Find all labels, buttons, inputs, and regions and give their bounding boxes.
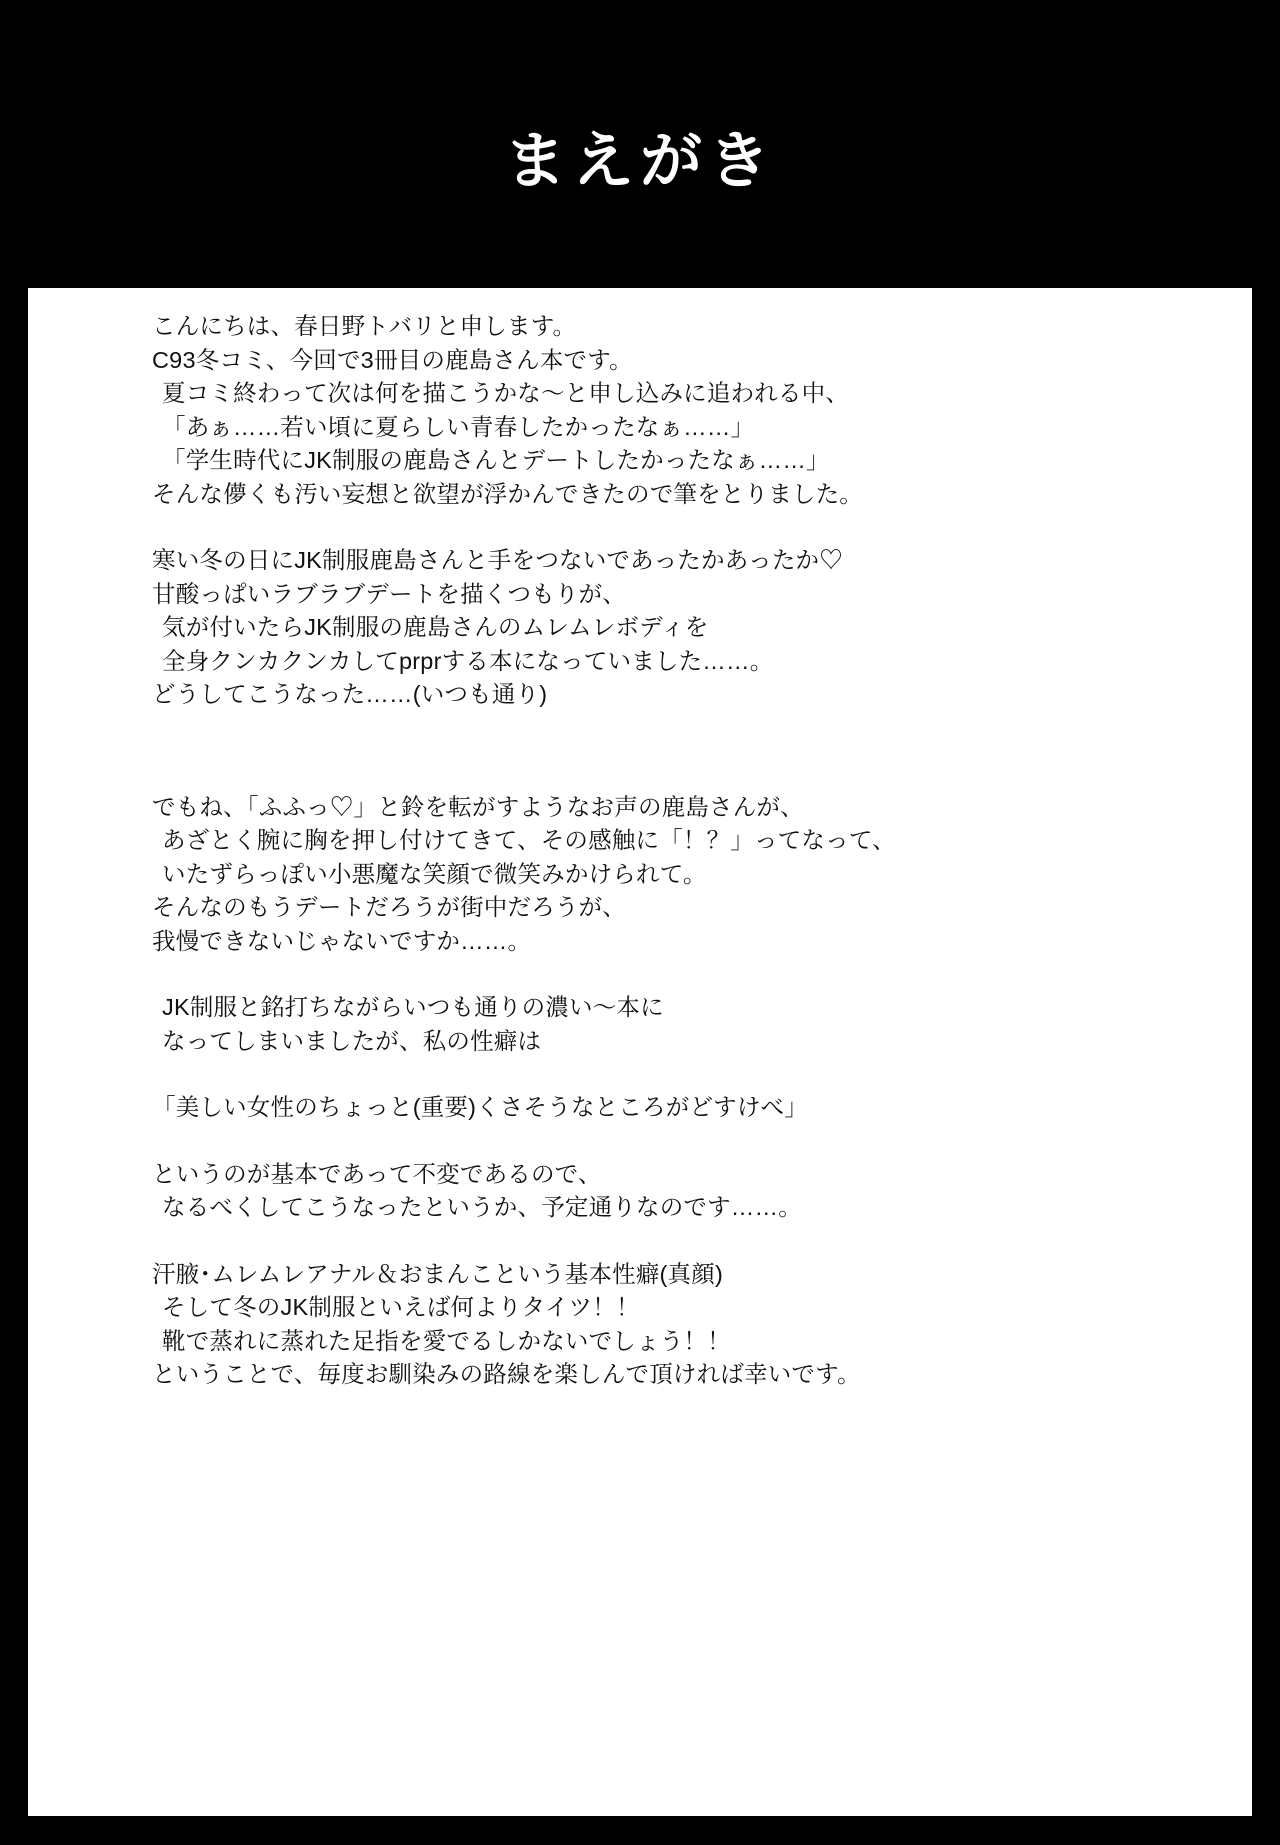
- text-line: 靴で蒸れに蒸れた足指を愛でるしかないでしょう！！: [162, 1327, 731, 1354]
- text-line: 全身クンカクンカしてprprする本になっていました……。: [162, 647, 774, 674]
- paragraph-basic: [152, 1158, 1172, 1225]
- text-line: いたずらっぽい小悪魔な笑顔で微笑みかけられて。: [162, 860, 707, 887]
- paragraph-intro: [152, 310, 1172, 511]
- text-line: なってしまいましたが、私の性癖は: [162, 1027, 542, 1054]
- text-line: 「美しい女性のちょっと(重要)くさそうなところがどすけべ」: [152, 1094, 808, 1120]
- title-band: [0, 0, 1280, 288]
- text-line: そんなのもうデートだろうが街中だろうが、: [152, 894, 626, 920]
- text-line: そして冬のJK制服といえば何よりタイツ！！: [162, 1294, 640, 1320]
- text-line: なるべくしてこうなったというか、予定通りなのです……。: [162, 1194, 802, 1220]
- text-line: どうしてこうなった……(いつも通り): [152, 681, 548, 707]
- text-line: 「あぁ……若い頃に夏らしい青春したかったなぁ……」: [162, 413, 755, 440]
- text-line: 「学生時代にJK制服の鹿島さんとデートしたかったなぁ……」: [162, 447, 830, 473]
- text-line: 寒い冬の日にJK制服鹿島さんと手をつないであったかあったか♡: [152, 547, 843, 573]
- text-line: でもね、「ふふっ♡」と鈴を転がすようなお声の鹿島さんが、: [152, 793, 804, 820]
- text-line: というのが基本であって不変であるので、: [152, 1160, 602, 1187]
- paragraph-jk-uniform: [152, 991, 1172, 1058]
- text-line: ということで、毎度お馴染みの路線を楽しんで頂ければ幸いです。: [152, 1361, 861, 1387]
- text-line: JK制服と銘打ちながらいつも通りの濃い〜本に: [162, 994, 664, 1020]
- paragraph-demone: [152, 791, 1172, 959]
- spacer: [152, 745, 1172, 791]
- text-line: こんにちは、春日野トバリと申します。: [152, 313, 577, 339]
- content-sheet: [28, 288, 1252, 1816]
- text-line: そんな儚くも汚い妄想と欲望が浮かんできたので筆をとりました。: [152, 480, 863, 507]
- text-line: 汗腋･ムレムレアナル＆おまんこという基本性癖(真顔): [152, 1260, 723, 1287]
- paragraph-winter-date: [152, 544, 1172, 712]
- text-line: 夏コミ終わって次は何を描こうかな〜と申し込みに追われる中、: [162, 380, 850, 406]
- text-line: 気が付いたらJK制服の鹿島さんのムレムレボディを: [162, 614, 709, 640]
- text-line: C93冬コミ、今回で3冊目の鹿島さん本です。: [152, 346, 633, 373]
- text-line: 甘酸っぱいラブラブデートを描くつもりが、: [152, 580, 626, 607]
- paragraph-closing: [152, 1258, 1172, 1392]
- page-title: まえがき: [503, 127, 776, 196]
- paragraph-quote: [152, 1091, 1172, 1125]
- text-line: あざとく腕に胸を押し付けてきて、その感触に「！？」ってなって、: [162, 827, 896, 853]
- text-line: 我慢できないじゃないですか……。: [152, 927, 532, 954]
- afterword-body: [152, 310, 1172, 1392]
